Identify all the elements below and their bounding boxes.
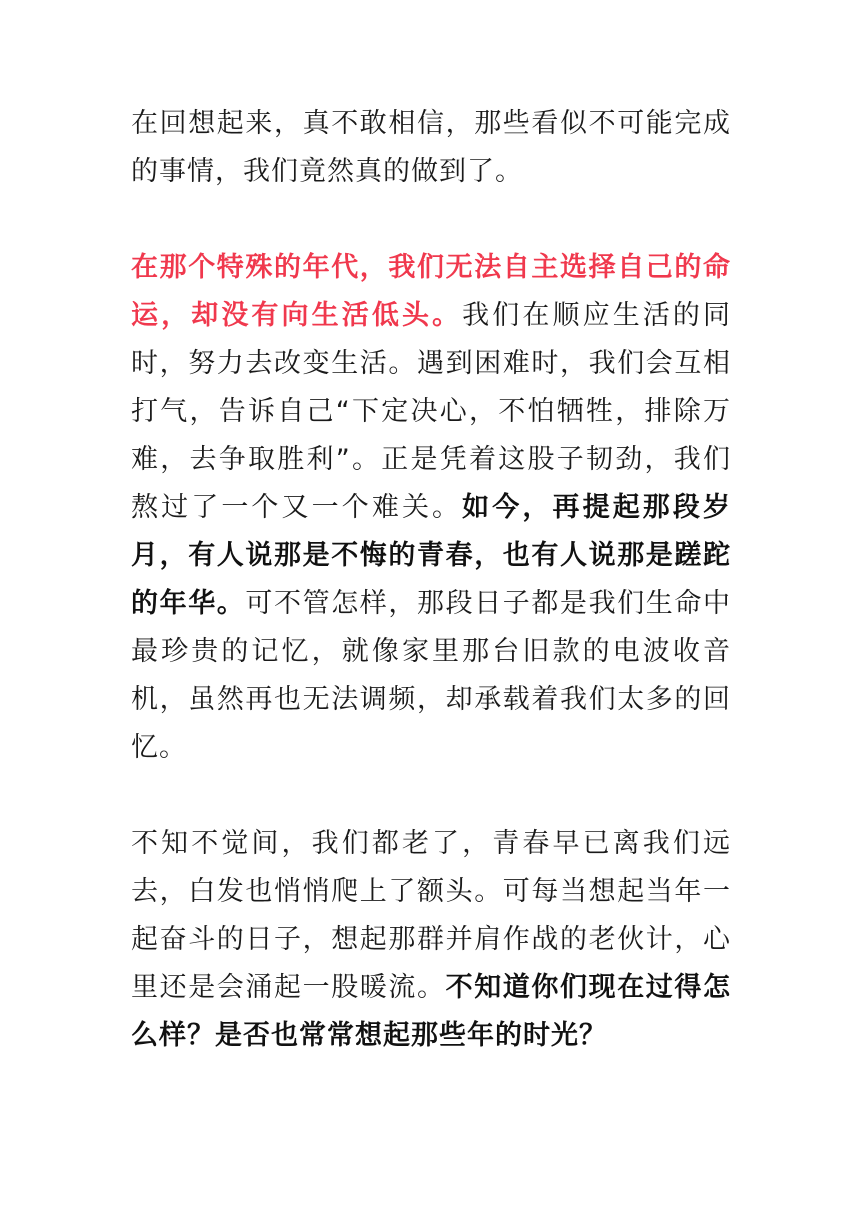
- paragraph-1-text: 在回想起来，真不敢相信，那些看似不可能完成的事情，我们竟然真的做到了。: [131, 108, 731, 187]
- article-body: [131, 100, 731, 1060]
- paragraph-1: [131, 100, 731, 196]
- paragraph-2: [131, 244, 731, 772]
- paragraph-3-text: 不知不觉间，我们都老了，青春早已离我们远去，白发也悄悄爬上了额头。可每当想起当年一起奋斗的日子，想起那群并肩作战的老伙计，心里还是会涌起一股暖流。: [131, 828, 731, 1003]
- paragraph-2-text-b: 可不管怎样，那段日子都是我们生命中最珍贵的记忆，就像家里那台旧款的电波收音机，虽然再也无法调频，却承载着我们太多的回忆。: [131, 588, 732, 763]
- bold-closing-question: 不知道你们现在过得怎么样？是否也常常想起那些年的时光？: [131, 972, 732, 1051]
- highlighted-red-sentence: 在那个特殊的年代，我们无法自主选择自己的命运，却没有向生活低头。: [131, 252, 731, 331]
- paragraph-2-text-a: 我们在顺应生活的同时，努力去改变生活。遇到困难时，我们会互相打气，告诉自己“下定决心，不怕牺牲，排除万难，去争取胜利”。正是凭着这股子韧劲，我们熬过了一个又一个难关。: [131, 300, 732, 523]
- paragraph-3: [131, 820, 731, 1060]
- bold-sentence-youth: 如今，再提起那段岁月，有人说那是不悔的青春，也有人说那是蹉跎的年华。: [131, 492, 732, 619]
